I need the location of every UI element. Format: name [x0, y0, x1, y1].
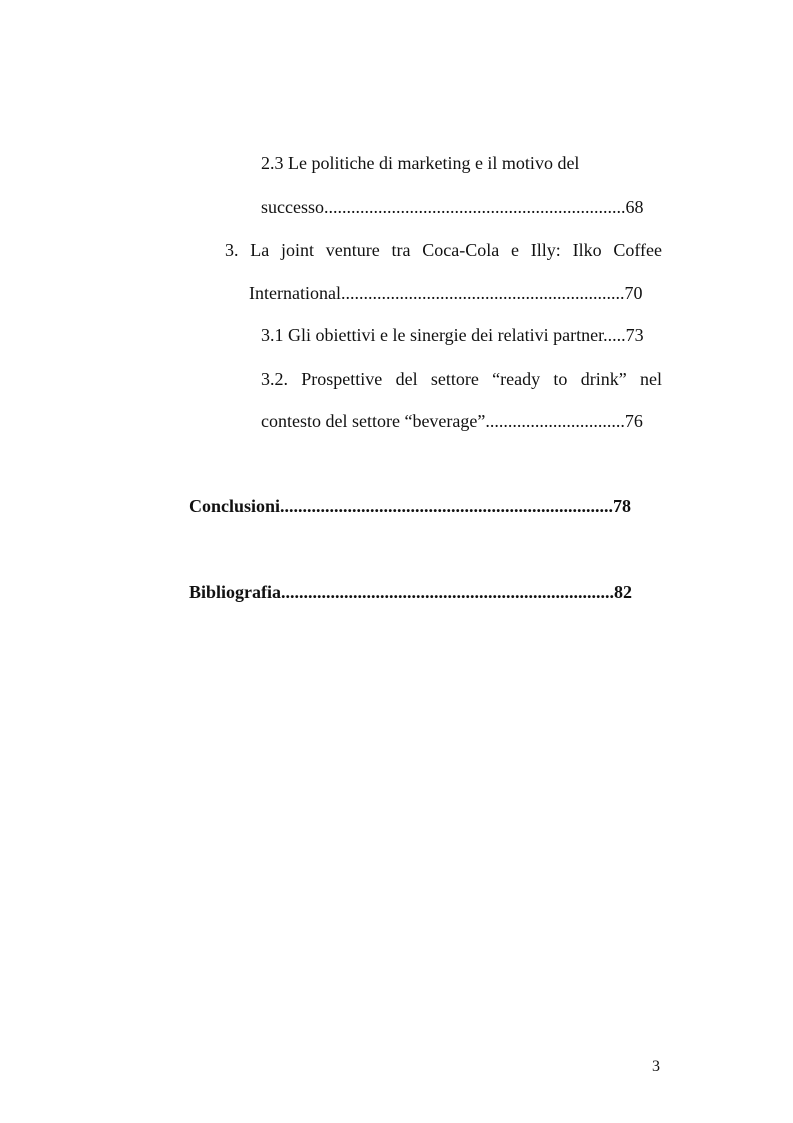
toc-entry-3-1: 3.1 Gli obiettivi e le sinergie dei relativi partner.....73 [261, 325, 644, 345]
toc-entry-3-title: 3. La joint venture tra Coca-Cola e Illy: Ilko Coffee [225, 240, 662, 260]
toc-entry-2-3-title: 2.3 Le politiche di marketing e il motivo del [261, 153, 580, 173]
toc-entry-3-2-page: contesto del settore “beverage”...............................76 [261, 411, 643, 431]
toc-entry-bibliografia: Bibliografia..........................................................................82 [189, 582, 633, 602]
toc-entry-2-3-page: successo...................................................................68 [261, 197, 644, 217]
toc-entry-3-2-title: 3.2. Prospettive del settore “ready to drink” nel [261, 369, 662, 389]
toc-entry-conclusioni: Conclusioni..........................................................................78 [189, 496, 632, 516]
page-number: 3 [652, 1058, 660, 1075]
toc-entry-3-page: International...............................................................70 [249, 283, 643, 303]
